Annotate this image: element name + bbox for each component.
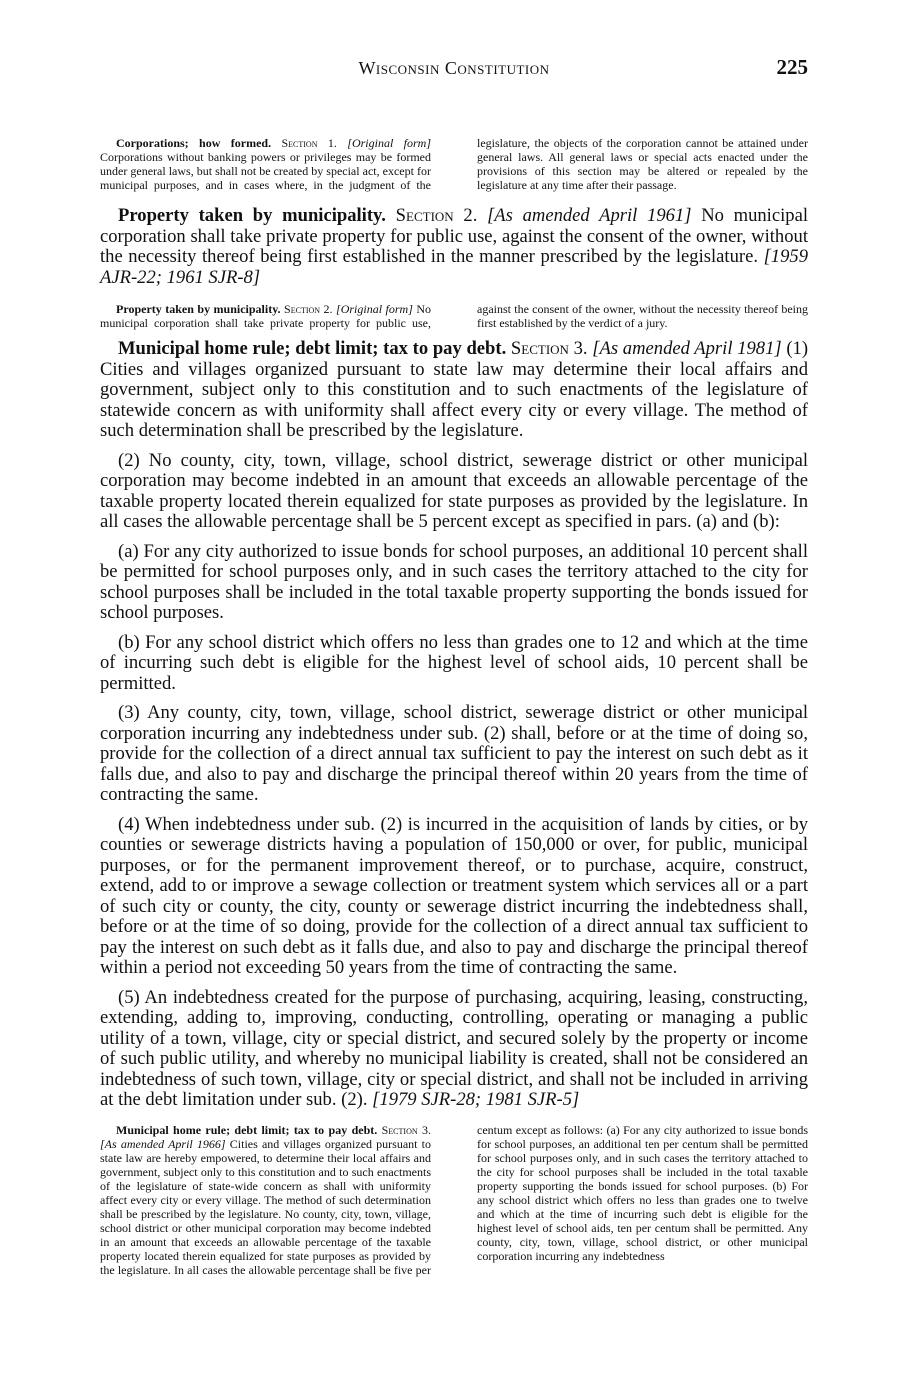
section-label: Section xyxy=(510,338,569,359)
subsection-2b: (b) For any school district which offers no less than grades one to 12 and which at the time of incurring such debt is eligible for the highest level of school aids, 10 percent shall be permitted. xyxy=(100,631,808,694)
page-header xyxy=(100,50,808,84)
section-3-intro xyxy=(100,339,808,442)
section-body: No municipal corporation shall take private property for public use, against the consent of the owner, without the necessity thereof being first established in the manner prescribed by the legislature. xyxy=(100,205,808,267)
historical-note-section-3 xyxy=(100,1123,808,1277)
section-label: Section xyxy=(284,302,321,316)
page-number: 225 xyxy=(776,55,808,79)
section-heading: Property taken by municipality. xyxy=(118,205,386,226)
form-note: [Original form] xyxy=(336,302,413,316)
historical-note-section-2 xyxy=(100,302,808,330)
amendment-note: [As amended April 1966] xyxy=(100,1136,226,1151)
section-heading: Municipal home rule; debt limit; tax to pay debt. xyxy=(118,338,507,359)
subsection-4: (4) When indebtedness under sub. (2) is incurred in the acquisition of lands by cities, or by counties or sewerage districts having a population of 150,000 or over, for public, municipal purposes, or for the permanent improvement thereof, or to purchase, acquire, construct, extend, add to or improve a sewage collection or treatment system which services all or a part of such city or county, the city, county or sewerage district incurring the indebtedness shall, before or at the time of so doing, provide for the collection of a direct annual tax sufficient to pay the interest on such debt as it falls due, and also to pay and discharge the principal thereof within a period not exceeding 50 years from the time of contracting the same. xyxy=(100,813,808,978)
citation: [1959 AJR-22; 1961 SJR-8] xyxy=(100,246,808,288)
note-text: Cities and villages organized pursuant to state law are hereby empowered, to determine their local affairs and government, subject only to this constitution and to such enactments of the legislature of state-wide concern as shall with uniformity affect every city or every village. The method of such determination shall be prescribed by the legislature. No county, city, town, village, school district or other municipal corporation may become indebted in an amount that exceeds an allowable percentage of the taxable property located therein equalized for state purposes as provided by the legislature. In all cases the allowable percentage shall be five per centum except as follows: (a) For any city authorized to issue bonds for school purposes, an additional ten per centum shall be permitted for school purposes only, and in such cases the territory attached to the city for school purposes shall be included in the total taxable property supporting the bonds issued for school purposes. (b) For any school district which offers no less than grades one to twelve and which at the time of incurring such debt is eligible for the highest level of school aids, ten per centum shall be permitted. Any county, city, town, village, school district, or other municipal corporation incurring any indebtedness xyxy=(100,1122,808,1277)
subsection-5: (5) An indebtedness created for the purpose of purchasing, acquiring, leasing, constructing, extending, adding to, improving, conducting, controlling, operating or managing a public utility of a town, village, city or special district, and secured solely by the property or income of such public utility, and whereby no municipal liability is created, shall not be considered an indebtedness of such town, village, city or special district, and shall not be included in arriving at the debt limitation under sub. (2). xyxy=(100,986,808,1110)
section-label: Section xyxy=(395,205,454,226)
note-heading: Municipal home rule; debt limit; tax to pay debt. xyxy=(116,1122,378,1137)
section-number: 1. xyxy=(327,136,337,150)
document-page xyxy=(100,50,808,1277)
subsection-2: (2) No county, city, town, village, school district, sewerage district or other municipal corporation may become indebted in an amount that exceeds an allowable percentage of the taxable property located therein equalized for state purposes as provided by the legislature. In all cases the allowable percentage shall be 5 percent except as specified in pars. (a) and (b): xyxy=(100,449,808,532)
subsection-5-paragraph xyxy=(100,988,808,1111)
amendment-note: [As amended April 1981] xyxy=(592,338,782,359)
note-heading: Corporations; how formed. xyxy=(116,136,272,150)
note-text: No municipal corporation shall take private property for public use, against the consent of the owner, without the necessity thereof being first established by the verdict of a jury. xyxy=(100,302,808,330)
section-label: Section xyxy=(281,136,318,150)
note-text: Corporations without banking powers or privileges may be formed under general laws, but shall not be created by special act, except for municipal purposes, and in cases where, in the judgment of the legislature, the objects of the corporation cannot be attained under general laws. All general laws or special acts enacted under the provisions of this section may be altered or repealed by the legislature at any time after their passage. xyxy=(100,136,808,192)
subsection-3: (3) Any county, city, town, village, school district, sewerage district or other municipal corporation incurring any indebtedness under sub. (2) shall, before or at the time of doing so, provide for the collection of a direct annual tax sufficient to pay the interest on such debt as it falls due, and also to pay and discharge the principal thereof within 20 years from the time of contracting the same. xyxy=(100,702,808,805)
form-note: [Original form] xyxy=(347,136,432,150)
section-number: 2. xyxy=(463,205,478,226)
section-number: 3. xyxy=(422,1122,432,1137)
subsection-1: (1) Cities and villages organized pursuant to state law may determine their local affairs and government, subject only to this constitution and to such enactments of the legislature of statewide concern as with uniformity shall affect every city or every village. The method of such determination shall be prescribed by the legislature. xyxy=(100,338,809,441)
section-number: 3. xyxy=(573,338,588,359)
section-number: 2. xyxy=(323,302,333,316)
section-2-text xyxy=(100,206,808,288)
section-label: Section xyxy=(381,1122,418,1137)
historical-note-section-1 xyxy=(100,136,808,192)
amendment-note: [As amended April 1961] xyxy=(487,205,692,226)
note-heading: Property taken by municipality. xyxy=(116,302,281,316)
running-title: Wisconsin Constitution xyxy=(358,58,550,78)
citation: [1979 SJR-28; 1981 SJR-5] xyxy=(372,1089,580,1110)
subsection-2a: (a) For any city authorized to issue bonds for school purposes, an additional 10 percent shall be permitted for school purposes only, and in such cases the territory attached to the city for school purposes shall be included in the total taxable property supporting the bonds issued for school purposes. xyxy=(100,540,808,623)
